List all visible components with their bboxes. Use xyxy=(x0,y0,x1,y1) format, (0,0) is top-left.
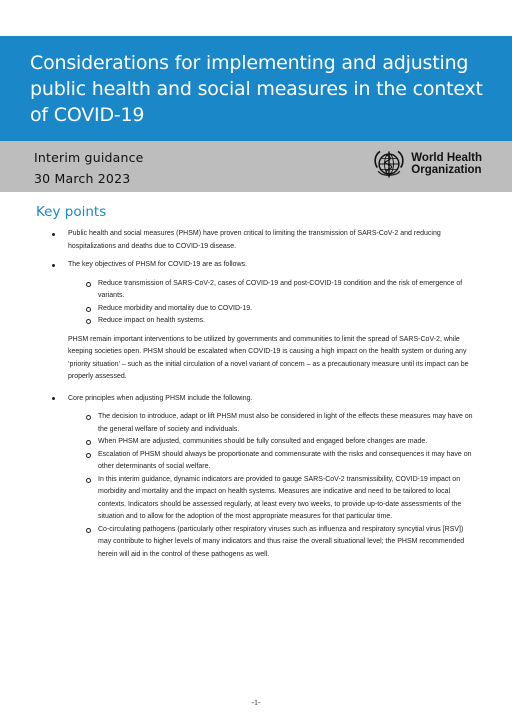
org-name-line2: Organization xyxy=(411,164,482,176)
title-band xyxy=(0,36,512,141)
document-date: 30 March 2023 xyxy=(34,171,131,186)
bullet-item: Public health and social measures (PHSM) have proven critical to limiting the transmission of SARS-CoV-2 and reducing hospitalizations and deaths due to COVID-19 disease. xyxy=(36,228,478,253)
sub-bullet-item: Reduce impact on health systems. xyxy=(36,315,478,328)
sub-bullet-item: Escalation of PHSM should always be proportionate and commensurate with the risks and consequences it may have on other determinants of social welfare. xyxy=(36,449,478,474)
who-logo xyxy=(371,146,482,182)
page-number: -1- xyxy=(251,698,261,707)
document-title: Considerations for implementing and adjusting public health and social measures in the context of COVID-19 xyxy=(30,52,483,126)
section-heading: Key points xyxy=(36,204,107,220)
sub-bullet-item: In this interim guidance, dynamic indicators are provided to gauge SARS-CoV-2 transmissibility, COVID-19 impact on morbidity and mortality and the impact on health systems. Measures are indicative and need to be tailored to local contexts. Indicators should be assessed regularly, at least every two weeks, to provide up-to-date assessments of the situation and to allow for the adoption of the most appropriate measures for that particular time. xyxy=(36,474,478,524)
who-emblem-icon xyxy=(371,146,407,182)
sub-bullet-item: The decision to introduce, adapt or lift PHSM must also be considered in light of the effects these measures may have on the general welfare of society and individuals. xyxy=(36,411,478,436)
sub-bullet-item: Reduce morbidity and mortality due to COVID-19. xyxy=(36,303,478,316)
sub-list xyxy=(36,278,478,328)
bullet-item: The key objectives of PHSM for COVID-19 are as follows. xyxy=(36,259,478,272)
sub-bullet-item: Co-circulating pathogens (particularly other respiratory viruses such as influenza and respiratory syncytial virus [RSV]) may contribute to higher levels of many indicators and thus raise the overall situational level; the PHSM recommended herein will aid in the control of these pathogens as well. xyxy=(36,524,478,562)
bullet-item: Core principles when adjusting PHSM include the following. xyxy=(36,393,478,406)
key-points-section xyxy=(36,204,478,567)
document-type: Interim guidance xyxy=(34,150,144,165)
org-name-line1: World Health xyxy=(411,152,482,164)
sub-list xyxy=(36,411,478,561)
meta-band xyxy=(0,141,512,192)
paragraph: PHSM remain important interventions to be utilized by governments and communities to limit the spread of SARS-CoV-2, while keeping societies open. PHSM should be escalated when COVID-19 is causing a high impact on the health system or during any ‘priority situation’ – such as the initial circulation of a novel variant of concern – as a precautionary measure until its impact can be properly assessed. xyxy=(68,335,469,380)
sub-bullet-item: When PHSM are adjusted, communities should be fully consulted and engaged before changes are made. xyxy=(36,436,478,449)
sub-bullet-item: Reduce transmission of SARS-CoV-2, cases of COVID-19 and post-COVID-19 condition and the risk of emergence of variants. xyxy=(36,278,478,303)
